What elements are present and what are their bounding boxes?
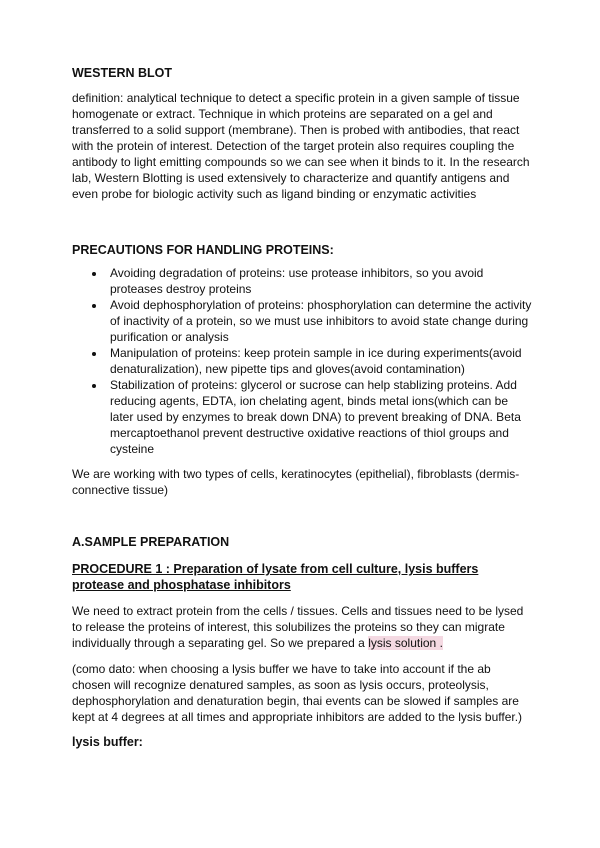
document-page [72,66,532,749]
list-item: • Manipulation of proteins: keep protein sample in ice during experiments(avoid denaturalization), new pipette tips and gloves(avoid contamination) [106,345,532,377]
precautions-list [72,265,532,457]
extraction-paragraph [72,603,532,651]
procedure-1-title: PROCEDURE 1 : Preparation of lysate from cell culture, lysis buffers protease and phosphatase inhibitors [72,562,479,592]
sample-prep-heading: A.SAMPLE PREPARATION [72,535,230,549]
lysis-solution-highlight: lysis solution . [368,636,443,650]
list-item: • Avoiding degradation of proteins: use protease inhibitors, so you avoid proteases destroy proteins [106,265,532,297]
definition-paragraph: definition: analytical technique to detect a specific protein in a given sample of tissue homogenate or extract. Technique in which proteins are separated on a gel and transferred to a solid support (membrane). Then is probed with antibodies, that react with the protein of interest. Detection of the target protein also requires coupling the antibody to light emitting compounds so we can see when it binds to it. In the research lab, Western Blotting is used extensively to characterize and quantify antigens and even probe for biologic activity such as ligand binding or enzymatic activities [72,91,530,201]
precautions-heading: PRECAUTIONS FOR HANDLING PROTEINS: [72,243,334,257]
cells-note: We are working with two types of cells, keratinocytes (epithelial), fibroblasts (dermis-connective tissue) [72,467,520,497]
list-item: • Avoid dephosphorylation of proteins: phosphorylation can determine the activity of inactivity of a protein, so we must use inhibitors to avoid state change during purification or analysis [106,297,532,345]
lysis-note-paragraph: (como dato: when choosing a lysis buffer we have to take into account if the ab chosen will recognize denatured samples, as soon as lysis occurs, proteolysis, dephosphorylation and denaturation begin, thai events can be slowed if samples are kept at 4 degrees at all times and appropriate inhibitors are added to the lysis buffer.) [72,662,523,724]
lysis-buffer-label: lysis buffer: [72,735,143,749]
extraction-text: We need to extract protein from the cells / tissues. Cells and tissues need to be lysed to release the proteins of interest, this solubilizes the proteins so they can migrate individually through a separating gel. So we prepared a [72,604,524,650]
western-blot-heading: WESTERN BLOT [72,66,172,80]
list-item: • Stabilization of proteins: glycerol or sucrose can help stablizing proteins. Add reducing agents, EDTA, ion chelating agent, binds metal ions(which can be later used by enzymes to break down DNA) to prevent breaking of DNA. Beta mercaptoethanol prevent destructive oxidative reactions of thiol groups and cysteine [106,377,532,457]
